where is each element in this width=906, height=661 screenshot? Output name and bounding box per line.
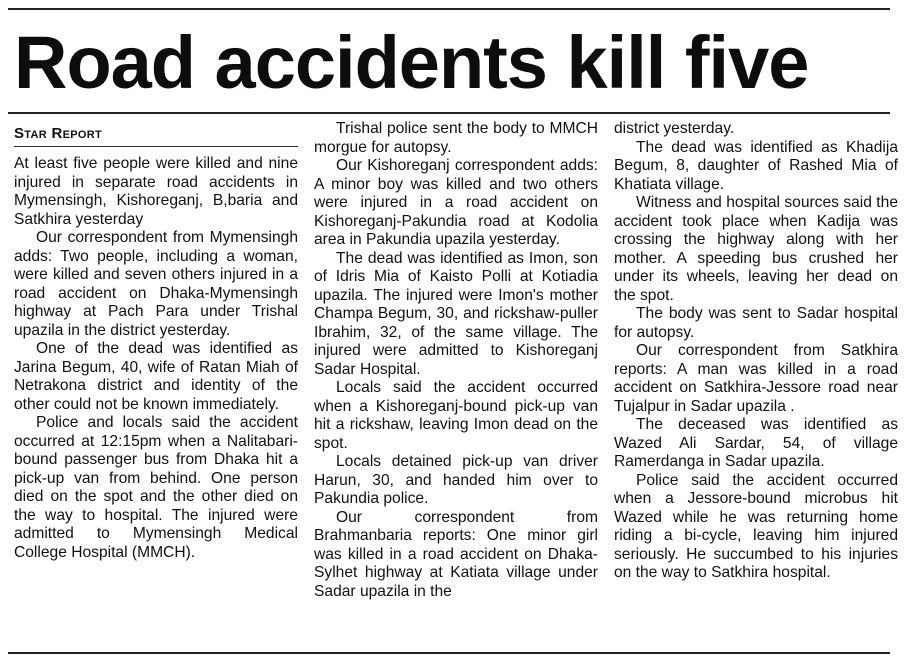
paragraph: Trishal police sent the body to MMCH morgue for autopsy. [314, 120, 598, 156]
paragraph: Locals detained pick-up van driver Harun, 30, and handed him over to Pakundia police. [314, 453, 598, 507]
byline-rule [14, 146, 298, 147]
paragraph: Our correspondent from Satkhira reports: A man was killed in a road accident on Satkhira-Jessore road near Tujalpur in Sadar upazila . [614, 342, 898, 415]
paragraph: Police said the accident occurred when a Jessore-bound microbus hit Wazed while he was returning home riding a bi-cycle, leaving him injured seriously. He succumbed to his injuries on the way to Satkhira hospital. [614, 471, 898, 581]
bottom-rule [8, 652, 890, 654]
top-rule [8, 8, 890, 10]
paragraph: Police and locals said the accident occurred at 12:15pm when a Nalitabari-bound passenger bus from Dhaka hit a pick-up van from behind. One person died on the spot and the other died on the way to hospital. The injured were admitted to Mymensingh Medical College Hospital (MMCH). [14, 414, 298, 561]
headline: Road accidents kill five [14, 21, 809, 104]
paragraph: At least five people were killed and nine injured in separate road accidents in Mymensingh, Kishoreganj, B,baria and Satkhira yesterday [14, 155, 298, 228]
paragraph: Locals said the accident occurred when a Kishoreganj-bound pick-up van hit a rickshaw, leaving Imon dead on the spot. [314, 379, 598, 452]
byline: Star Report [14, 125, 102, 142]
paragraph: Our correspondent from Mymensingh adds: Two people, including a woman, were killed and seven others injured in a road accident on Dhaka-Mymensingh highway at Pach Para under Trishal upazila in the district yesterday. [14, 229, 298, 339]
paragraph: The deceased was identified as Wazed Ali Sardar, 54, of village Ramerdanga in Sadar upazila. [614, 416, 898, 470]
column-3 [614, 120, 898, 583]
column-1 [14, 120, 298, 562]
paragraph: district yesterday. [614, 120, 735, 137]
paragraph: Witness and hospital sources said the accident took place when Kadija was crossing the highway along with her mother. A speeding bus crushed her under its wheels, leaving her dead on the spot. [614, 194, 898, 304]
paragraph: The dead was identified as Imon, son of Idris Mia of Kaisto Polli at Kotiadia upazila. The injured were Imon's mother Champa Begum, 30, and rickshaw-puller Ibrahim, 32, of the same village. The injured were admitted to Kishoreganj Sadar Hospital. [314, 249, 598, 378]
column-2 [314, 120, 598, 601]
headline-rule [8, 112, 890, 114]
paragraph: One of the dead was identified as Jarina Begum, 40, wife of Ratan Miah of Netrakona district and identity of the other could not be known immediately. [14, 340, 298, 413]
paragraph: Our correspondent from Brahmanbaria reports: One minor girl was killed in a road accident on Dhaka-Sylhet highway at Katiata village under Sadar upazila in the [314, 508, 598, 600]
paragraph: The dead was identified as Khadija Begum, 8, daughter of Rashed Mia of Khatiata village. [614, 138, 898, 193]
paragraph: Our Kishoreganj correspondent adds: A minor boy was killed and two others were injured in a road accident on Kishoreganj-Pakundia road at Kodolia area in Pakundia upazila yesterday. [314, 157, 598, 248]
paragraph: The body was sent to Sadar hospital for autopsy. [614, 305, 898, 341]
